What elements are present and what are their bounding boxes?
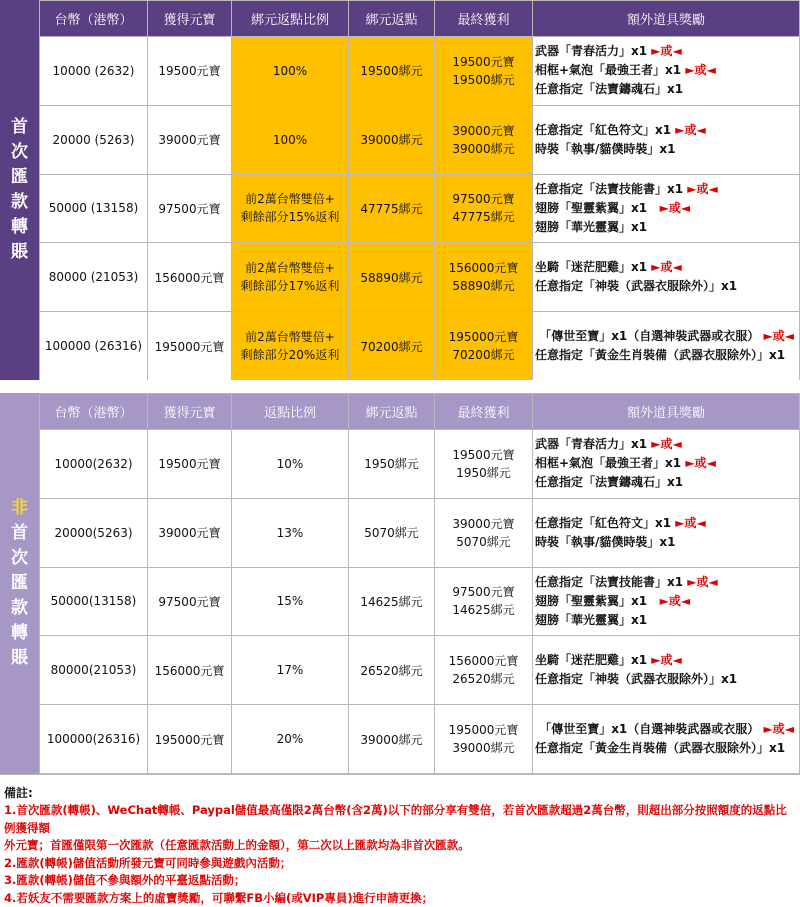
reward-cell: [533, 243, 800, 312]
profit-ingot: 97500元寶: [435, 190, 532, 208]
or-marker: ►或◄: [651, 437, 681, 451]
profit-cell: [435, 37, 533, 106]
profit-ingot: 156000元寶: [435, 259, 532, 277]
side-char: 賬: [11, 646, 28, 671]
amount-cell: 10000(2632): [40, 430, 148, 499]
section-divider: [0, 380, 800, 393]
profit-ingot: 39000元寶: [435, 515, 532, 533]
ratio-cell: [232, 243, 349, 312]
reward-line: 時裝「執事/貓僕時裝」x1: [535, 140, 799, 159]
table-header-row: [40, 394, 800, 430]
profit-bound: 39000綁元: [435, 739, 532, 757]
notes-section: [0, 774, 800, 898]
reward-line: 任意指定「法寶鑄魂石」x1: [535, 80, 799, 99]
header-profit: 最終獲利: [435, 1, 533, 37]
table-row: [40, 567, 800, 636]
table-row: [40, 174, 800, 243]
bound-cell: 39000綁元: [349, 105, 435, 174]
profit-cell: [435, 498, 533, 567]
profit-cell: [435, 105, 533, 174]
reward-cell: [533, 37, 800, 106]
side-char: 款: [11, 190, 28, 215]
profit-cell: [435, 312, 533, 381]
note-4: 4.若妖友不需要匯款方案上的虛寶獎勵，可聯繫FB小編(或VIP專員)進行申請更換；: [4, 890, 796, 907]
bound-cell: 19500綁元: [349, 37, 435, 106]
table-row: [40, 705, 800, 774]
side-char: 次: [11, 140, 28, 165]
ratio-cell: 100%: [232, 105, 349, 174]
reward-cell: [533, 174, 800, 243]
notes-title: 備註:: [4, 784, 796, 802]
or-marker: ►或◄: [660, 594, 690, 608]
reward-line: 翅膀「華光靈翼」x1: [535, 611, 799, 630]
table-row: [40, 498, 800, 567]
reward-line: 武器「青春活力」x1 ►或◄: [535, 435, 799, 454]
ratio-cell: [232, 174, 349, 243]
side-char: 款: [11, 596, 28, 621]
reward-line: 任意指定「紅色符文」x1 ►或◄: [535, 514, 799, 533]
or-marker: ►或◄: [763, 329, 793, 343]
table-row: [40, 243, 800, 312]
side-char: 非: [11, 496, 28, 521]
repeat-transfer-label: [0, 393, 39, 774]
table-header-row: [40, 1, 800, 37]
amount-cell: 50000 (13158): [40, 174, 148, 243]
ratio-line: 前2萬台幣雙倍+: [232, 259, 348, 277]
first-transfer-table: [39, 0, 800, 381]
ingot-cell: 19500元寶: [148, 37, 232, 106]
table-row: [40, 430, 800, 499]
side-char: 匯: [11, 571, 28, 596]
header-profit: 最終獲利: [435, 394, 533, 430]
profit-bound: 47775綁元: [435, 208, 532, 226]
repeat-transfer-table: [39, 393, 800, 774]
bound-cell: 1950綁元: [349, 430, 435, 499]
reward-line: 「傳世至寶」x1（自選神裝武器或衣服） ►或◄: [535, 720, 799, 739]
header-reward: 額外道具獎勵: [533, 394, 800, 430]
reward-line: 任意指定「法寶鑄魂石」x1: [535, 473, 799, 492]
or-marker: ►或◄: [675, 123, 705, 137]
header-reward: 額外道具獎勵: [533, 1, 800, 37]
reward-line: 翅膀「聖靈紫翼」x1 ►或◄: [535, 199, 799, 218]
ratio-cell: 10%: [232, 430, 349, 499]
amount-cell: 20000(5263): [40, 498, 148, 567]
amount-cell: 100000(26316): [40, 705, 148, 774]
profit-cell: [435, 430, 533, 499]
side-char: 首: [11, 521, 28, 546]
reward-line: 任意指定「黃金生肖裝備（武器衣服除外）」x1: [535, 346, 799, 365]
reward-cell: [533, 567, 800, 636]
amount-cell: 50000(13158): [40, 567, 148, 636]
ratio-line: 剩餘部分15%返利: [232, 208, 348, 226]
side-char: 賬: [11, 240, 28, 265]
repeat-transfer-section: [0, 393, 800, 774]
note-1a: 1.首次匯款(轉帳)、WeChat轉帳、Paypal儲值最高僅限2萬台幣(含2萬)以下的部分享有雙倍，若首次匯款超過2萬台幣，則超出部分按照額度的返點比例獲得額: [4, 802, 796, 837]
profit-cell: [435, 243, 533, 312]
reward-cell: [533, 312, 800, 381]
note-3: 3.匯款(轉帳)儲值不參與額外的平臺返點活動；: [4, 872, 796, 890]
profit-ingot: 156000元寶: [435, 652, 532, 670]
table-row: [40, 105, 800, 174]
reward-line: 相框+氣泡「最強王者」x1 ►或◄: [535, 454, 799, 473]
header-ingot: 獲得元寶: [148, 1, 232, 37]
reward-line: 任意指定「法寶技能書」x1 ►或◄: [535, 180, 799, 199]
ratio-cell: [232, 312, 349, 381]
reward-line: 時裝「執事/貓僕時裝」x1: [535, 533, 799, 552]
reward-cell: [533, 498, 800, 567]
profit-ingot: 39000元寶: [435, 122, 532, 140]
header-ratio: 返點比例: [232, 394, 349, 430]
header-bound: 綁元返點: [349, 1, 435, 37]
or-marker: ►或◄: [660, 201, 690, 215]
profit-bound: 19500綁元: [435, 71, 532, 89]
bound-cell: 47775綁元: [349, 174, 435, 243]
header-amount: 台幣（港幣）: [40, 1, 148, 37]
ratio-line: 剩餘部分17%返利: [232, 277, 348, 295]
table-row: [40, 312, 800, 381]
ingot-cell: 156000元寶: [148, 243, 232, 312]
side-char: 轉: [11, 621, 28, 646]
header-ratio: 綁元返點比例: [232, 1, 349, 37]
ratio-line: 前2萬台幣雙倍+: [232, 328, 348, 346]
or-marker: ►或◄: [685, 63, 715, 77]
ratio-line: 前2萬台幣雙倍+: [232, 190, 348, 208]
bound-cell: 70200綁元: [349, 312, 435, 381]
bound-cell: 39000綁元: [349, 705, 435, 774]
bound-cell: 5070綁元: [349, 498, 435, 567]
reward-cell: [533, 105, 800, 174]
amount-cell: 100000 (26316): [40, 312, 148, 381]
or-marker: ►或◄: [675, 516, 705, 530]
side-char: 首: [11, 115, 28, 140]
or-marker: ►或◄: [687, 182, 717, 196]
ingot-cell: 156000元寶: [148, 636, 232, 705]
profit-bound: 5070綁元: [435, 533, 532, 551]
side-char: 轉: [11, 215, 28, 240]
ingot-cell: 97500元寶: [148, 174, 232, 243]
ingot-cell: 19500元寶: [148, 430, 232, 499]
amount-cell: 10000 (2632): [40, 37, 148, 106]
profit-cell: [435, 705, 533, 774]
profit-ingot: 195000元寶: [435, 721, 532, 739]
profit-ingot: 195000元寶: [435, 328, 532, 346]
or-marker: ►或◄: [687, 575, 717, 589]
reward-line: 「傳世至寶」x1（自選神裝武器或衣服） ►或◄: [535, 327, 799, 346]
or-marker: ►或◄: [651, 653, 681, 667]
profit-ingot: 19500元寶: [435, 53, 532, 71]
note-1b: 外元寶；首匯僅限第一次匯款（任意匯款活動上的金額），第二次以上匯款均為非首次匯款。: [4, 837, 796, 855]
reward-line: 翅膀「聖靈紫翼」x1 ►或◄: [535, 592, 799, 611]
bound-cell: 14625綁元: [349, 567, 435, 636]
profit-bound: 70200綁元: [435, 346, 532, 364]
reward-cell: [533, 430, 800, 499]
profit-ingot: 19500元寶: [435, 446, 532, 464]
note-2: 2.匯款(轉帳)儲值活動所發元寶可同時參與遊戲內活動；: [4, 855, 796, 873]
bound-cell: 58890綁元: [349, 243, 435, 312]
reward-line: 任意指定「法寶技能書」x1 ►或◄: [535, 573, 799, 592]
ingot-cell: 39000元寶: [148, 498, 232, 567]
ratio-cell: 20%: [232, 705, 349, 774]
table-row: [40, 636, 800, 705]
or-marker: ►或◄: [651, 44, 681, 58]
profit-ingot: 97500元寶: [435, 583, 532, 601]
ratio-cell: 17%: [232, 636, 349, 705]
first-transfer-section: [0, 0, 800, 380]
reward-cell: [533, 705, 800, 774]
profit-cell: [435, 567, 533, 636]
ingot-cell: 195000元寶: [148, 312, 232, 381]
profit-bound: 39000綁元: [435, 140, 532, 158]
profit-cell: [435, 636, 533, 705]
header-amount: 台幣（港幣）: [40, 394, 148, 430]
profit-cell: [435, 174, 533, 243]
amount-cell: 80000(21053): [40, 636, 148, 705]
reward-line: 任意指定「神裝（武器衣服除外）」x1: [535, 277, 799, 296]
or-marker: ►或◄: [763, 722, 793, 736]
first-transfer-label: [0, 0, 39, 380]
profit-bound: 1950綁元: [435, 464, 532, 482]
header-bound: 綁元返點: [349, 394, 435, 430]
profit-bound: 26520綁元: [435, 670, 532, 688]
header-ingot: 獲得元寶: [148, 394, 232, 430]
side-char: 次: [11, 546, 28, 571]
reward-line: 相框+氣泡「最強王者」x1 ►或◄: [535, 61, 799, 80]
ratio-cell: 13%: [232, 498, 349, 567]
amount-cell: 20000 (5263): [40, 105, 148, 174]
profit-bound: 14625綁元: [435, 601, 532, 619]
bound-cell: 26520綁元: [349, 636, 435, 705]
side-char: 匯: [11, 165, 28, 190]
or-marker: ►或◄: [651, 260, 681, 274]
ratio-cell: 15%: [232, 567, 349, 636]
ratio-cell: 100%: [232, 37, 349, 106]
reward-line: 任意指定「紅色符文」x1 ►或◄: [535, 121, 799, 140]
reward-line: 坐騎「迷茫肥雞」x1 ►或◄: [535, 258, 799, 277]
table-row: [40, 37, 800, 106]
reward-cell: [533, 636, 800, 705]
reward-line: 翅膀「華光靈翼」x1: [535, 218, 799, 237]
or-marker: ►或◄: [685, 456, 715, 470]
amount-cell: 80000 (21053): [40, 243, 148, 312]
ingot-cell: 195000元寶: [148, 705, 232, 774]
profit-bound: 58890綁元: [435, 277, 532, 295]
ingot-cell: 39000元寶: [148, 105, 232, 174]
reward-line: 坐騎「迷茫肥雞」x1 ►或◄: [535, 651, 799, 670]
ratio-line: 剩餘部分20%返利: [232, 346, 348, 364]
reward-line: 任意指定「神裝（武器衣服除外）」x1: [535, 670, 799, 689]
reward-line: 任意指定「黃金生肖裝備（武器衣服除外）」x1: [535, 739, 799, 758]
reward-line: 武器「青春活力」x1 ►或◄: [535, 42, 799, 61]
ingot-cell: 97500元寶: [148, 567, 232, 636]
